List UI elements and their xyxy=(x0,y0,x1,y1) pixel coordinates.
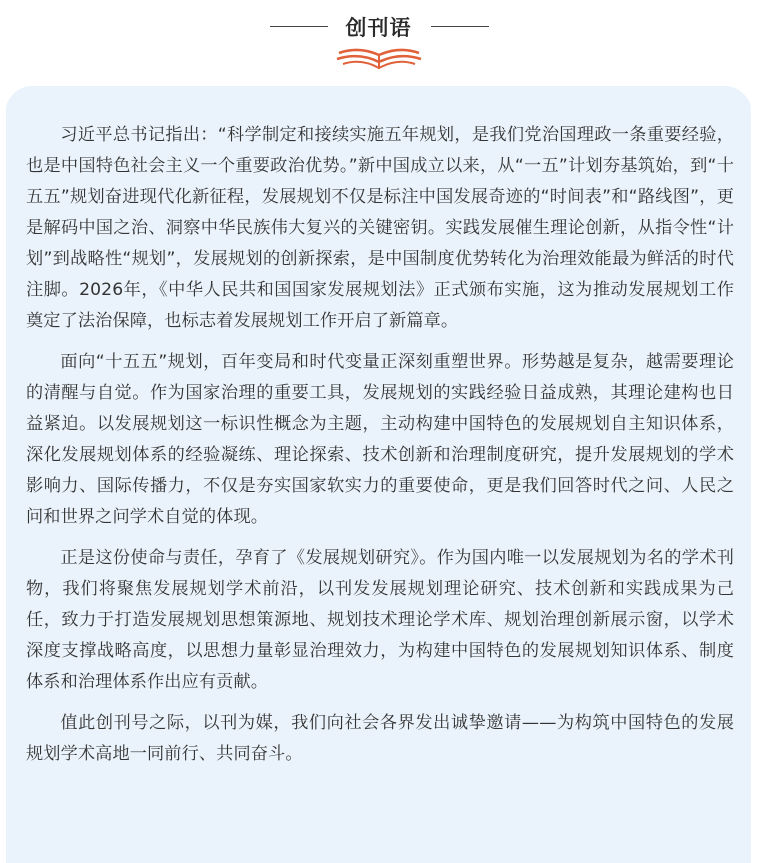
page-title: 创刊语 xyxy=(345,16,412,40)
paragraph: 值此创刊号之际，以刊为媒，我们向社会各界发出诚挚邀请——为构筑中国特色的发展规划学术高地一同前行、共同奋斗。 xyxy=(26,713,734,764)
article-body xyxy=(26,120,734,780)
paragraph: 习近平总书记指出：“科学制定和接续实施五年规划，是我们党治国理政一条重要经验，也是中国特色社会主义一个重要政治优势。”新中国成立以来，从“一五”计划夯基筑始，到“十五五”规划奋进现代化新征程，发展规划不仅是标注中国发展奇迹的“时间表”和“路线图”，更是解码中国之治、洞察中华民族伟大复兴的关键密钥。实践发展催生理论创新，从指令性“计划”到战略性“规划”，发展规划的创新探索，是中国制度优势转化为治理效能最为鲜活的时代注脚。2026年，《中华人民共和国国家发展规划法》正式颁布实施，这为推动发展规划工作奠定了法治保障，也标志着发展规划工作开启了新篇章。 xyxy=(26,125,734,331)
paragraph: 面向“十五五”规划，百年变局和时代变量正深刻重塑世界。形势越是复杂，越需要理论的清醒与自觉。作为国家治理的重要工具，发展规划的实践经验日益成熟，其理论建构也日益紧迫。以发展规划这一标识性概念为主题，主动构建中国特色的发展规划自主知识体系，深化发展规划体系的经验凝练、理论探索、技术创新和治理制度研究，提升发展规划的学术影响力、国际传播力，不仅是夯实国家软实力的重要使命，更是我们回答时代之问、人民之问和世界之问学术自觉的体现。 xyxy=(26,352,734,527)
article-header xyxy=(0,0,757,80)
title-rule-right xyxy=(431,26,489,27)
paragraph: 正是这份使命与责任，孕育了《发展规划研究》。作为国内唯一以发展规划为名的学术刊物，我们将聚焦发展规划学术前沿，以刊发发展规划理论研究、技术创新和实践成果为己任，致力于打造发展规划思想策源地、规划技术理论学术库、规划治理创新展示窗，以学术深度支撑战略高度，以思想力量彰显治理效力，为构建中国特色的发展规划知识体系、制度体系和治理体系作出应有贡献。 xyxy=(26,548,734,692)
open-book-icon xyxy=(335,47,423,73)
